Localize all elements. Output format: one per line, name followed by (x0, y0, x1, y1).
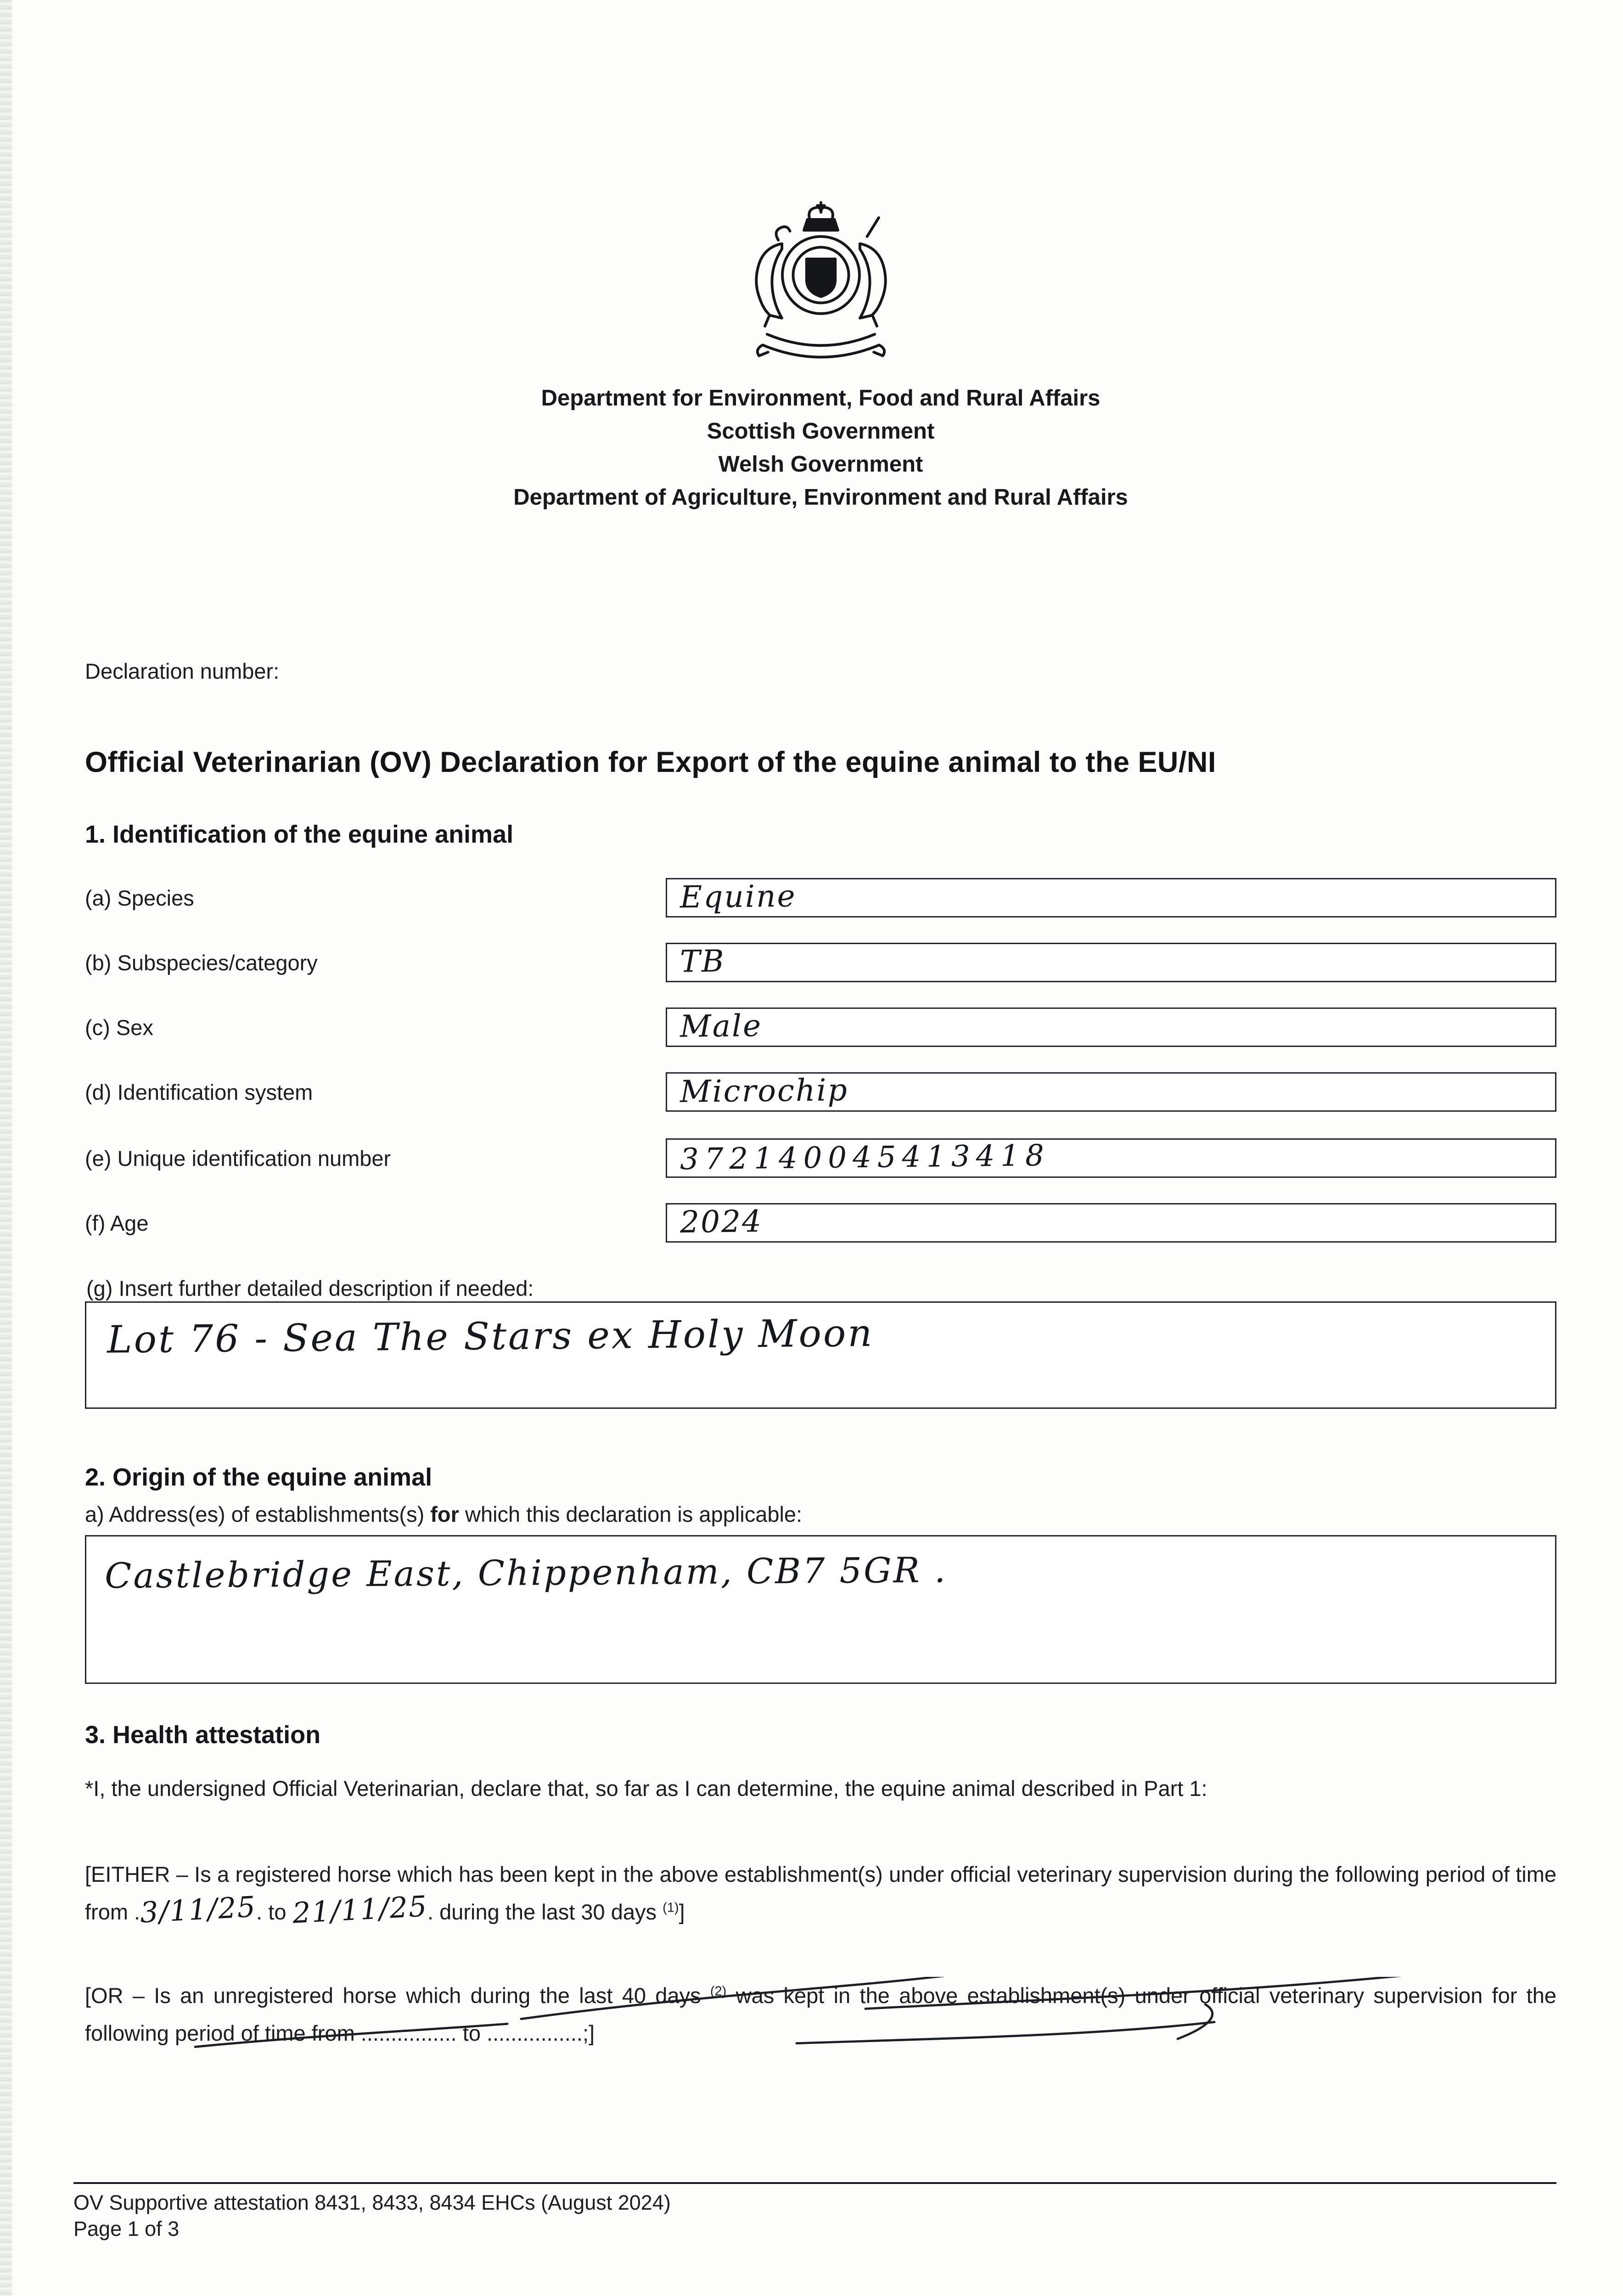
subspecies-field-box (666, 943, 1556, 982)
identification-system-field-box (666, 1072, 1556, 1112)
royal-coat-of-arms-icon (85, 200, 1556, 370)
address-handwritten-value: Castlebridge East, Chippenham, CB7 5GR . (104, 1549, 948, 1596)
species-field-box (666, 878, 1556, 917)
further-description-handwritten-value: Lot 76 - Sea The Stars ex Holy Moon (107, 1311, 874, 1362)
or-text-suffix: was kept in the above establishment(s) under official veterinary supervision for the following period of time from ................ to ................;] (85, 1983, 1557, 2045)
sex-field-box (666, 1007, 1556, 1047)
either-text-mid: . to (256, 1900, 292, 1924)
either-date-to-handwritten: 21/11/25 (291, 1889, 428, 1930)
subspecies-label: (b) Subspecies/category (85, 950, 318, 975)
section3-heading: 3. Health attestation (85, 1721, 321, 1749)
address-label-bold-word: for (430, 1502, 459, 1526)
either-text-close: ] (679, 1900, 685, 1924)
either-text-after-dates: . during the last 30 days (427, 1900, 663, 1924)
page-title: Official Veterinarian (OV) Declaration for Export of the equine animal to the EU/NI (85, 746, 1216, 778)
species-label: (a) Species (85, 885, 194, 910)
document-footer (73, 2182, 1556, 2242)
address-label-prefix: a) Address(es) of establishments(s) (85, 1502, 431, 1526)
field-row-unique-id (85, 1138, 1556, 1178)
or-clause-wrapper (85, 1977, 1556, 2052)
unique-id-field-box (666, 1138, 1556, 1178)
section1-heading: 1. Identification of the equine animal (85, 821, 514, 848)
field-row-species (85, 878, 1556, 917)
footer-attestation-reference: OV Supportive attestation 8431, 8433, 8434 EHCs (August 2024) (73, 2191, 671, 2214)
sex-label: (c) Sex (85, 1015, 153, 1040)
identification-system-label: (d) Identification system (85, 1080, 313, 1104)
footer-page-number: Page 1 of 3 (73, 2217, 180, 2240)
field-row-identification-system (85, 1072, 1556, 1112)
field-row-sex (85, 1007, 1556, 1047)
department-lines (85, 382, 1556, 514)
address-label (85, 1502, 1556, 1527)
age-label: (f) Age (85, 1210, 149, 1235)
section2-heading: 2. Origin of the equine animal (85, 1463, 432, 1491)
unique-id-label: (e) Unique identification number (85, 1146, 391, 1171)
document-header (85, 0, 1556, 514)
department-line-defra: Department for Environment, Food and Rural Affairs (541, 386, 1101, 411)
or-clause (85, 1977, 1556, 2052)
subspecies-handwritten-value: TB (680, 943, 725, 979)
either-footnote-marker: (1) (663, 1900, 679, 1915)
further-description-label: (g) Insert further detailed description if needed: (86, 1276, 534, 1300)
field-row-age (85, 1203, 1556, 1243)
scan-edge-artifact (0, 0, 12, 2296)
sex-handwritten-value: Male (680, 1008, 763, 1044)
further-description-box (85, 1276, 1556, 1409)
age-handwritten-value: 2024 (680, 1204, 763, 1240)
health-attestation-intro: *I, the undersigned Official Veterinarian, declare that, so far as I can determine, the equine animal described in Part 1: (85, 1776, 1207, 1801)
department-line-scottish: Scottish Government (707, 419, 935, 444)
declaration-number-label: Declaration number: (85, 659, 280, 683)
either-text-prefix: [EITHER – Is a registered horse which has been kept in the above establishment(s) under official veterinary supervision during the following period of time from . (85, 1862, 1556, 1924)
unique-id-handwritten-value: 372140045413418 (680, 1138, 1050, 1177)
or-text-prefix: [OR – Is an unregistered horse which during the last 40 days (85, 1983, 710, 2008)
department-line-daera: Department of Agriculture, Environment and Rural Affairs (513, 485, 1128, 510)
identification-fields (85, 878, 1556, 1243)
either-date-from-handwritten: 3/11/25 (139, 1890, 257, 1930)
or-footnote-marker: (2) (710, 1984, 727, 1999)
address-label-suffix: which this declaration is applicable: (459, 1502, 803, 1526)
field-row-subspecies (85, 943, 1556, 982)
age-field-box (666, 1203, 1556, 1243)
identification-system-handwritten-value: Microchip (680, 1072, 849, 1109)
species-handwritten-value: Equine (680, 878, 797, 915)
address-box (85, 1535, 1556, 1684)
either-clause (85, 1856, 1556, 1931)
department-line-welsh: Welsh Government (718, 452, 923, 477)
